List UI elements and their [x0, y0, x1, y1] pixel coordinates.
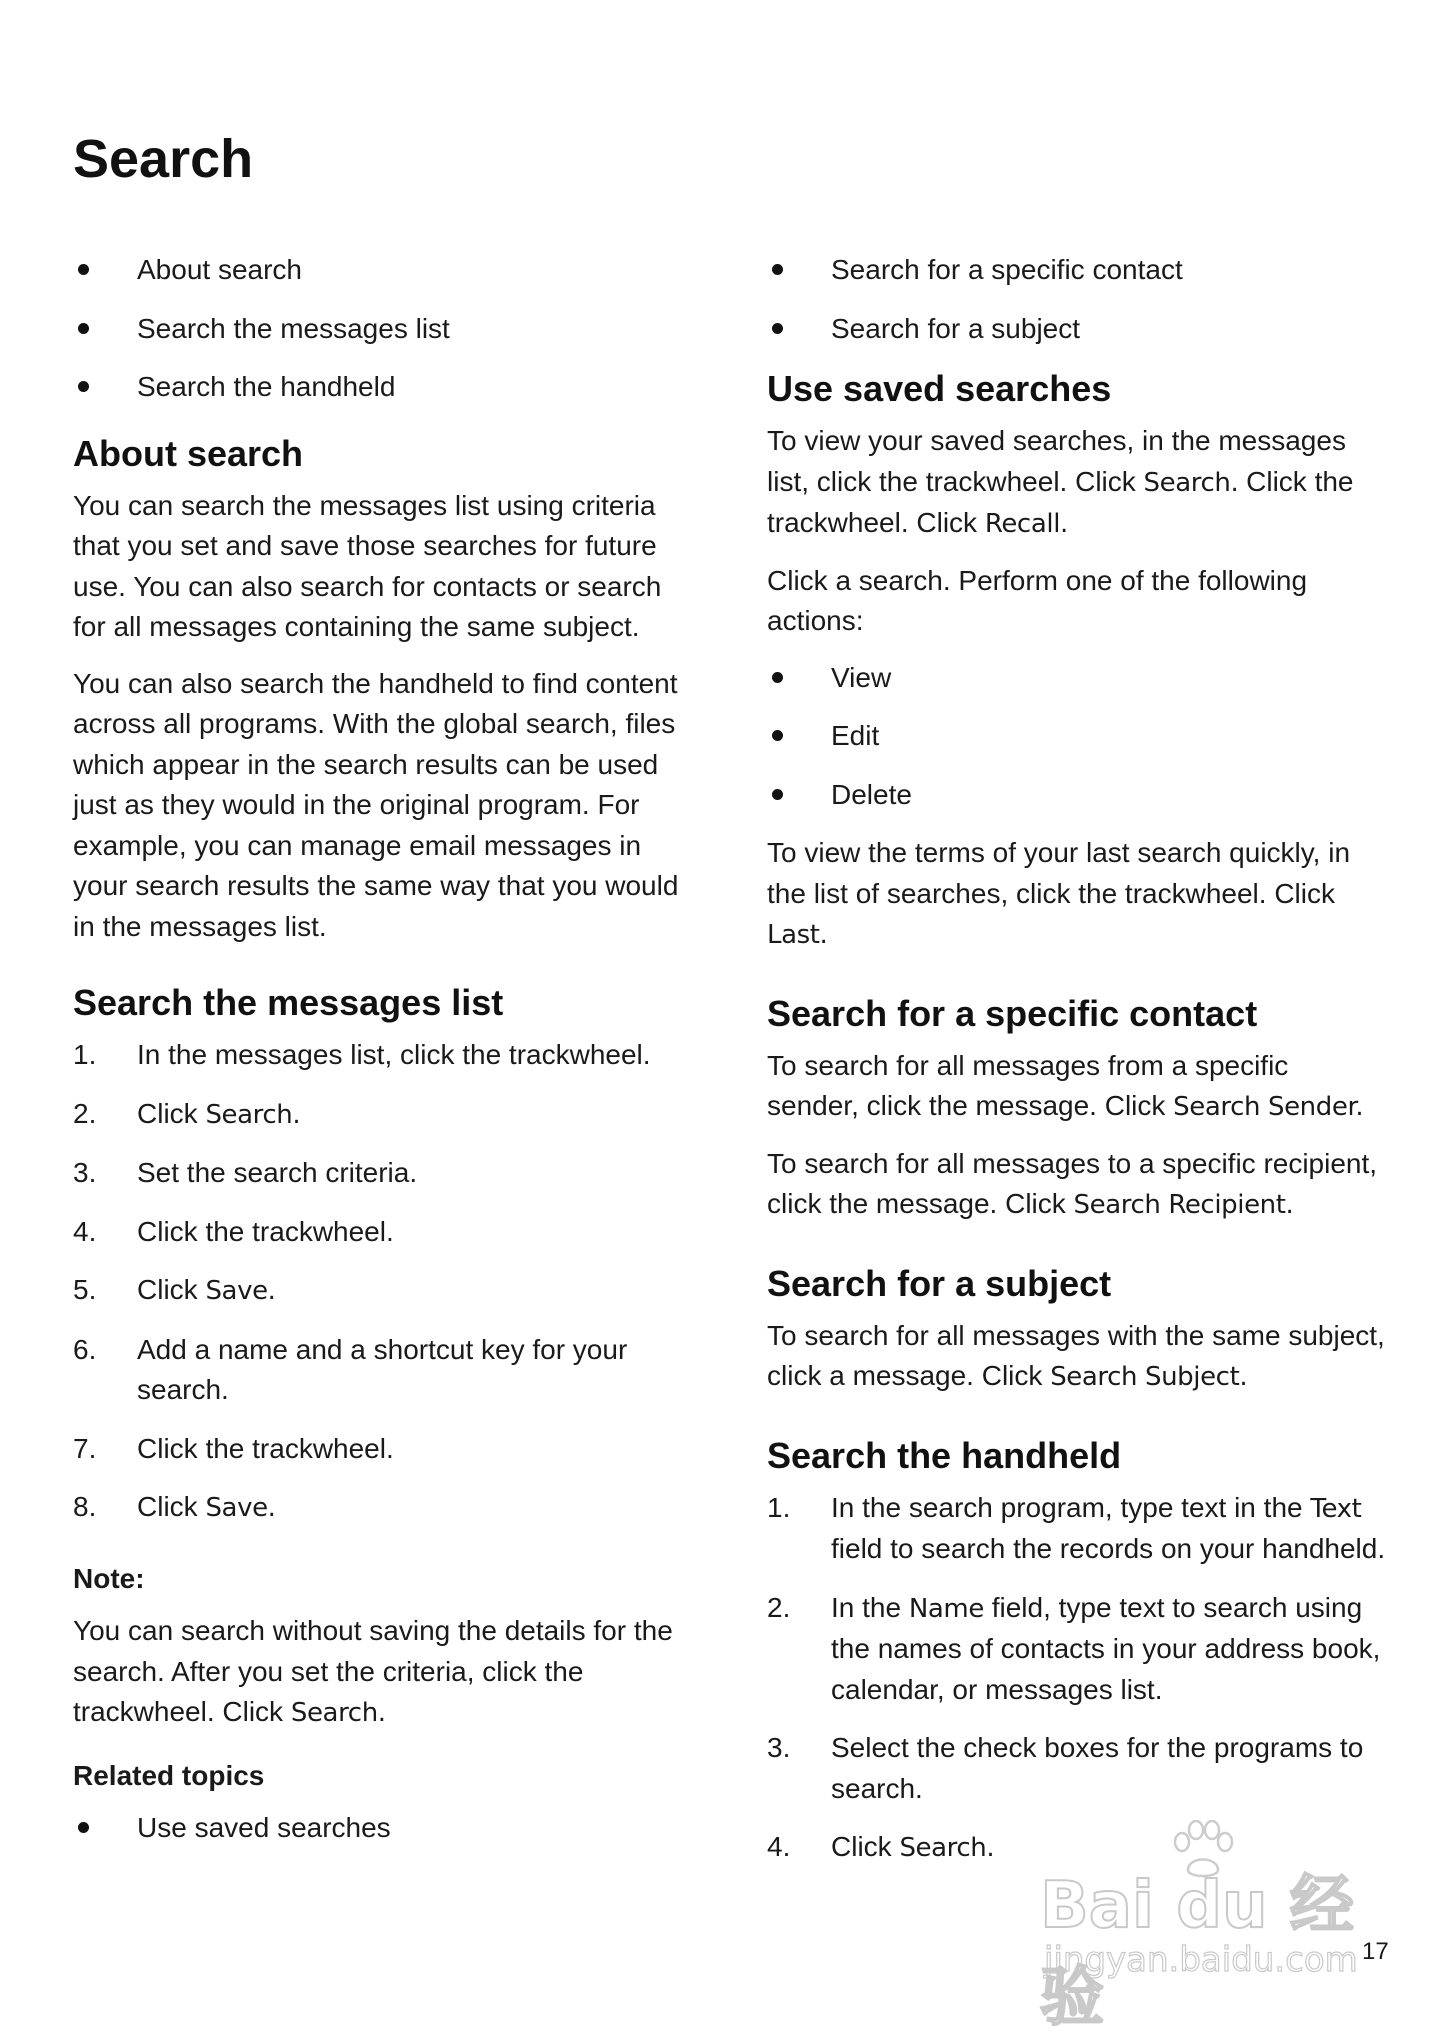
- ui-term: Search.: [205, 1099, 301, 1130]
- saved-search-actions: [767, 658, 1387, 816]
- ui-term: Name: [908, 1593, 984, 1624]
- ui-term: Save.: [205, 1493, 276, 1523]
- saved-searches-paragraph-3: To view the terms of your last search quickly, in the list of searches, click the trackwheel. Click Last.: [767, 837, 1351, 950]
- ui-term: Last.: [767, 920, 828, 950]
- step-item: 4. Click the trackwheel.: [73, 1215, 394, 1247]
- about-search-paragraph-2: You can also search the handheld to find content across all programs. With the global search, files which appear in the search results can be used just as they would in the original program. For example, you can manage email messages in your search results the same way that you would in the messages list.: [73, 667, 679, 942]
- related-topics-list: [73, 1808, 693, 1849]
- step-item: 6. Add a name and a shortcut key for your search.: [73, 1333, 628, 1405]
- use-saved-searches-heading: Use saved searches: [767, 368, 1112, 409]
- related-topics-title: Related topics: [73, 1759, 265, 1791]
- step-item: 2. Click Search.: [73, 1097, 301, 1130]
- topic-link-search-messages-list[interactable]: Search the messages list: [73, 309, 693, 350]
- step-item: 8. Click Save.: [73, 1491, 276, 1523]
- action-view: View: [767, 658, 1387, 699]
- ui-term: Search Recipient.: [1073, 1190, 1294, 1220]
- topic-link-list-right: [767, 250, 1387, 349]
- action-delete: Delete: [767, 775, 1387, 816]
- step-item: 4. Click Search.: [767, 1831, 995, 1863]
- note-text: You can search without saving the details for the search. After you set the criteria, click the trackwheel. Click Search.: [73, 1615, 673, 1728]
- about-search-heading: About search: [73, 432, 304, 474]
- step-item: 5. Click Save.: [73, 1274, 276, 1306]
- ui-term: Recall.: [984, 509, 1068, 539]
- step-item: 7. Click the trackwheel.: [73, 1432, 394, 1464]
- ui-term: Search.: [899, 1833, 995, 1863]
- baidu-watermark: [1040, 1820, 1380, 2035]
- about-search-paragraph-1: You can search the messages list using criteria that you set and save those searches for future use. You can also search for contacts or search for all messages containing the same subject.: [73, 489, 662, 642]
- left-column: [73, 250, 693, 1867]
- subject-heading: Search for a subject: [767, 1262, 1112, 1304]
- related-link-use-saved-searches[interactable]: Use saved searches: [73, 1808, 693, 1849]
- specific-contact-paragraph-2: To search for all messages to a specific recipient, click the message. Click Search Recipient.: [767, 1147, 1378, 1220]
- ui-term: Search.: [290, 1698, 386, 1728]
- saved-searches-paragraph-1: To view your saved searches, in the messages list, click the trackwheel. Click Search. Click the trackwheel. Click Recall.: [767, 425, 1354, 539]
- ui-term: Text: [1310, 1493, 1362, 1524]
- ui-term: Search Sender.: [1173, 1092, 1364, 1122]
- messages-list-steps: [73, 1035, 693, 1529]
- topic-link-list: [73, 250, 693, 408]
- search-messages-list-heading: Search the messages list: [73, 982, 504, 1023]
- note-title: Note:: [73, 1562, 145, 1594]
- page-title: Search: [73, 129, 254, 189]
- step-item: 1. In the search program, type text in the Text field to search the records on your handheld.: [767, 1491, 1386, 1564]
- specific-contact-paragraph-1: To search for all messages from a specific sender, click the message. Click Search Sender.: [767, 1049, 1364, 1122]
- page-number: 17: [1362, 1938, 1389, 1965]
- search-handheld-heading: Search the handheld: [767, 1434, 1122, 1476]
- specific-contact-heading: Search for a specific contact: [767, 992, 1258, 1034]
- step-item: 3. Select the check boxes for the programs to search.: [767, 1732, 1364, 1804]
- ui-term: Search.: [1143, 467, 1239, 498]
- watermark-brand: Bai du 经验: [1040, 1869, 1354, 2035]
- saved-searches-paragraph-2: Click a search. Perform one of the following actions:: [767, 564, 1308, 636]
- step-item: 1. In the messages list, click the trackwheel.: [73, 1039, 651, 1070]
- right-column: [767, 250, 1387, 1887]
- watermark-url: jingyan.baidu.com: [1044, 1940, 1358, 1980]
- ui-term: Search Subject.: [1050, 1362, 1248, 1392]
- topic-link-subject[interactable]: Search for a subject: [767, 309, 1387, 350]
- ui-term: Save.: [205, 1276, 276, 1306]
- subject-paragraph: To search for all messages with the same subject, click a message. Click Search Subject.: [767, 1319, 1385, 1392]
- action-edit: Edit: [767, 716, 1387, 757]
- handheld-steps: [767, 1488, 1387, 1869]
- topic-link-about-search[interactable]: About search: [73, 250, 693, 291]
- topic-link-search-handheld[interactable]: Search the handheld: [73, 367, 693, 408]
- step-item: 2. In the Name field, type text to search using the names of contacts in your address book, calendar, or messages list.: [767, 1591, 1381, 1705]
- step-item: 3. Set the search criteria.: [73, 1157, 418, 1188]
- topic-link-specific-contact[interactable]: Search for a specific contact: [767, 250, 1387, 291]
